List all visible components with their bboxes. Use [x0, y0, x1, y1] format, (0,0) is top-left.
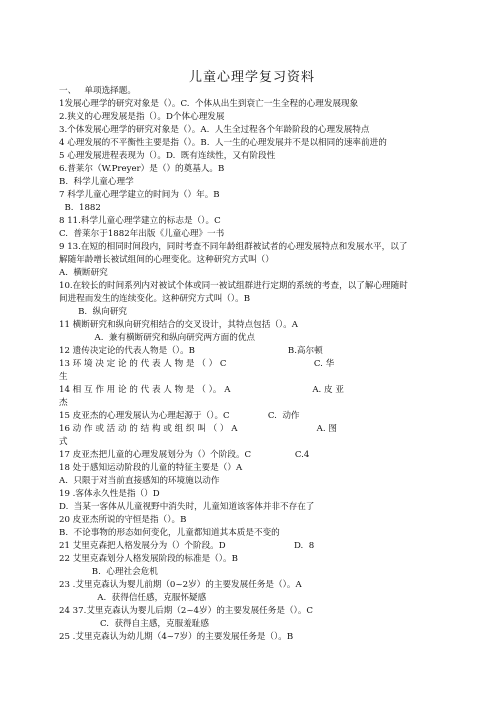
text-line: 11 横断研究和纵向研究相结合的交叉设计，其特点包括（）。A — [59, 320, 299, 330]
text-line: 24 37.艾里克森认为婴儿后期（2~4岁）的主要发展任务是（）。C — [59, 606, 313, 616]
text-line: A. 获得信任感，克服怀疑感 — [59, 593, 207, 603]
text-line: 9 13.在短的相同时间段内，同时考查不同年龄组群被试者的心理发展特点和发展水平，以了 — [59, 242, 408, 252]
text-line: 一、 单项选择题。 — [59, 86, 136, 96]
text-line: 23 .艾里克森认为婴儿前期（0~2岁）的主要发展任务是（）。A — [59, 580, 302, 590]
text-line: 4 心理发展的不平衡性主要是指（）。B. 人一生的心理发展并不是以相同的速率前进的 — [59, 138, 387, 148]
text-line: 18 处于感知运动阶段的儿童的特征主要是（）A — [59, 463, 243, 473]
text-line: 19 .客体永久性是指（）D — [59, 489, 160, 499]
text-line: 5 心理发展进程表现为（）。D. 既有连续性，又有阶段性 — [59, 151, 276, 161]
text-line: 2.狭义的心理发展是指（）。D个体心理发展 — [59, 112, 225, 122]
text-line: A. 兼有横断研究和纵向研究两方面的优点 — [59, 333, 256, 343]
text-line: 22 艾里克森划分人格发展阶段的标准是（）。B — [59, 554, 238, 564]
text-line: 杰 — [59, 398, 68, 408]
text-line: A. 横断研究 — [59, 268, 108, 278]
text-line: B. 纵向研究 — [59, 307, 128, 317]
text-line: 13 环 境 决 定 论 的 代 表 人 物 是 （ ） C C. 华 — [59, 359, 335, 369]
text-line: 生 — [59, 372, 68, 382]
text-line: 解随年龄增长被试组间的心理变化。这种研究方式叫（） — [59, 255, 274, 265]
text-line: 8 11.科学儿童心理学建立的标志是（）。C — [59, 216, 221, 226]
text-line: C. 普莱尔于1882年出版《儿童心理》一书 — [59, 229, 225, 239]
text-line: 16 动 作 或 活 动 的 结 构 或 组 织 叫 （ ） A A. 图 — [59, 424, 337, 434]
text-line: 21 艾里克森把人格发展分为（）个阶段。D D. 8 — [59, 541, 315, 551]
text-line: C. 获得自主感，克服羞耻感 — [59, 619, 209, 629]
text-line: 10.在较长的时间系列内对被试个体或同一被试组群进行定期的系统的考查，以了解心理随时 — [59, 281, 408, 291]
text-line: 间进程而发生的连续变化。这种研究方式叫（）。B — [59, 294, 251, 304]
text-line: 14 相 互 作 用 论 的 代 表 人 物 是 （ ）。 A A. 皮 亚 — [59, 385, 344, 395]
page-title: 儿童心理学复习资料 — [188, 70, 315, 85]
text-line: 3.个体发展心理学的研究对象是（）。A. 人生全过程各个年龄阶段的心理发展特点 — [59, 125, 370, 135]
text-line: 25 .艾里克森认为幼儿期（4~7岁）的主要发展任务是（）。B — [59, 632, 294, 642]
text-line: 12 遗传决定论的代表人物是（）。B B.高尔顿 — [59, 346, 323, 356]
text-line: B. 不论事物的形态如何变化，儿童都知道其本质是不变的 — [59, 528, 280, 538]
text-line: 7 科学儿童心理学建立的时间为（）年。B — [59, 190, 220, 200]
text-line: 1发展心理学的研究对象是（）。C. 个体从出生到衰亡一生全程的心理发展现象 — [59, 99, 359, 109]
text-line: 15 皮亚杰的心理发展认为心理起源于（）。C C. 动作 — [59, 411, 300, 421]
text-line: A. 只限于对当前直接感知的环境施以动作 — [59, 476, 220, 486]
text-line: D. 当某一客体从儿童视野中消失时，儿童知道该客体并非不存在了 — [59, 502, 315, 512]
text-line: 式 — [59, 437, 68, 447]
text-line: B. 心理社会危机 — [59, 567, 158, 577]
text-line: 20 皮亚杰所说的守恒是指（）。B — [59, 515, 187, 525]
text-line: B. 1882 — [59, 203, 101, 213]
text-line: 6.普莱尔（W.Preyer）是（）的奠基人。B — [59, 164, 225, 174]
text-line: 17 皮亚杰把儿童的心理发展划分为（）个阶段。C C.4 — [59, 450, 310, 460]
text-line: B. 科学儿童心理学 — [59, 177, 134, 187]
